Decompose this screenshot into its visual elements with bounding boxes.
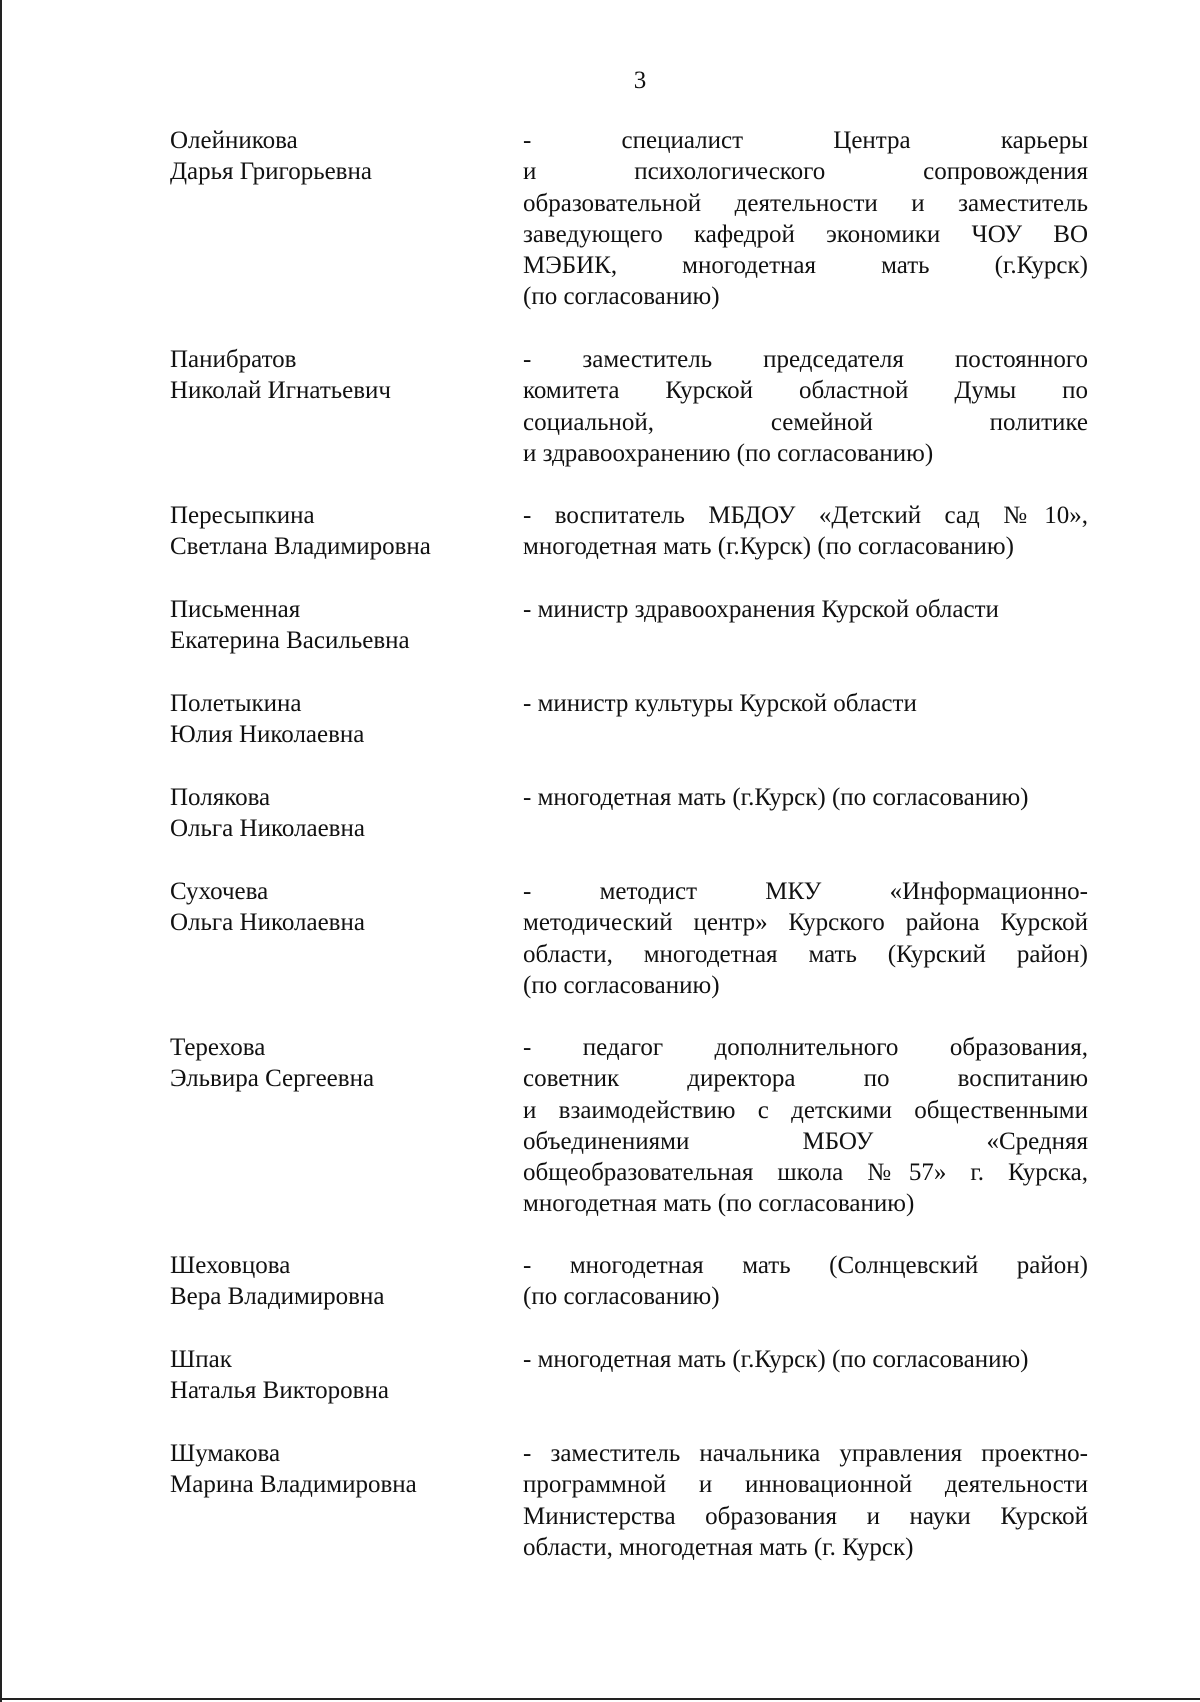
member-given-names: Светлана Владимировна (170, 533, 431, 561)
member-given-names: Екатерина Васильевна (170, 627, 410, 655)
member-role-line: методический центр» Курского района Курской (523, 909, 1088, 937)
page-left-edge (0, 0, 2, 1702)
member-role-line: - многодетная мать (Солнцевский район) (523, 1252, 1088, 1279)
member-role-line: (по согласованию) (523, 1283, 720, 1311)
member-surname: Шеховцова (170, 1252, 291, 1279)
member-name (170, 1344, 490, 1407)
member-name (170, 688, 490, 751)
member-role-line: - многодетная мать (г.Курск) (по согласованию) (523, 1346, 1029, 1373)
member-role-line: - многодетная мать (г.Курск) (по согласованию) (523, 784, 1029, 811)
member-role-line: и взаимодействию с детскими общественными (523, 1096, 1088, 1124)
member-role-line: объединениями МБОУ «Средняя (523, 1127, 1088, 1155)
member-role-line: программной и инновационной деятельности (523, 1471, 1088, 1499)
member-role-line: области, многодетная мать (г. Курск) (523, 1533, 914, 1561)
member-role-line: советник директора по воспитанию (523, 1065, 1088, 1093)
member-role-line: - специалист Центра карьеры (523, 127, 1088, 154)
member-given-names: Марина Владимировна (170, 1471, 417, 1499)
member-role-line: - воспитатель МБДОУ «Детский сад №10», (523, 502, 1088, 529)
member-given-names: Николай Игнатьевич (170, 377, 391, 405)
member-role-line: (по согласованию) (523, 971, 720, 999)
member-given-names: Ольга Николаевна (170, 815, 365, 843)
member-role-line: общеобразовательная школа №57» г. Курска, (523, 1159, 1088, 1187)
member-role-line: социальной, семейной политике (523, 408, 1088, 436)
member-role-line: МЭБИК, многодетная мать (г.Курск) (523, 252, 1088, 280)
member-role-line: образовательной деятельности и заместитель (523, 189, 1088, 217)
member-surname: Письменная (170, 596, 301, 623)
member-surname: Пересыпкина (170, 502, 315, 529)
member-role (523, 594, 1088, 625)
member-role-line: и психологического сопровождения (523, 158, 1088, 186)
member-name (170, 344, 490, 407)
member-role-line: - министр здравоохранения Курской области (523, 596, 999, 623)
member-name (170, 782, 490, 845)
member-surname: Полетыкина (170, 690, 302, 717)
member-role (523, 1032, 1088, 1220)
member-role (523, 1250, 1088, 1313)
member-role (523, 344, 1088, 469)
member-role-line: - методист МКУ «Информационно- (523, 878, 1088, 905)
member-given-names: Вера Владимировна (170, 1283, 385, 1311)
member-role-line: Министерства образования и науки Курской (523, 1502, 1088, 1530)
member-name (170, 1250, 490, 1313)
member-name (170, 1438, 490, 1501)
member-role-line: комитета Курской областной Думы по (523, 377, 1088, 405)
member-surname: Панибратов (170, 346, 297, 373)
member-given-names: Ольга Николаевна (170, 909, 365, 937)
member-role (523, 876, 1088, 1001)
member-surname: Шпак (170, 1346, 232, 1373)
page-bottom-edge (0, 1698, 1200, 1700)
member-role (523, 1438, 1088, 1563)
member-role-line: многодетная мать (по согласованию) (523, 1190, 915, 1218)
member-surname: Шумакова (170, 1440, 281, 1467)
member-given-names: Наталья Викторовна (170, 1377, 389, 1405)
member-role-line: (по согласованию) (523, 283, 720, 311)
member-role (523, 500, 1088, 563)
member-role (523, 688, 1088, 719)
member-role-line: - заместитель начальника управления проектно- (523, 1440, 1088, 1467)
member-surname: Полякова (170, 784, 271, 811)
member-role-line: области, многодетная мать (Курский район) (523, 940, 1088, 968)
member-role-line: - педагог дополнительного образования, (523, 1034, 1088, 1061)
page-number: 3 (633, 67, 647, 94)
member-name (170, 876, 490, 939)
member-role-line: многодетная мать (г.Курск) (по согласованию) (523, 533, 1014, 561)
member-name (170, 594, 490, 657)
member-role-line: и здравоохранению (по согласованию) (523, 439, 934, 467)
member-given-names: Эльвира Сергеевна (170, 1065, 375, 1093)
member-name (170, 125, 490, 188)
member-name (170, 1032, 490, 1095)
member-surname: Олейникова (170, 127, 298, 154)
member-role (523, 782, 1088, 813)
member-surname: Сухочева (170, 878, 269, 905)
member-given-names: Дарья Григорьевна (170, 158, 372, 186)
member-role (523, 125, 1088, 313)
member-role-line: - министр культуры Курской области (523, 690, 917, 717)
member-surname: Терехова (170, 1034, 266, 1061)
member-role (523, 1344, 1088, 1375)
member-role-line: заведующего кафедрой экономики ЧОУ ВО (523, 220, 1088, 248)
member-given-names: Юлия Николаевна (170, 721, 365, 749)
member-role-line: - заместитель председателя постоянного (523, 346, 1088, 373)
member-name (170, 500, 490, 563)
